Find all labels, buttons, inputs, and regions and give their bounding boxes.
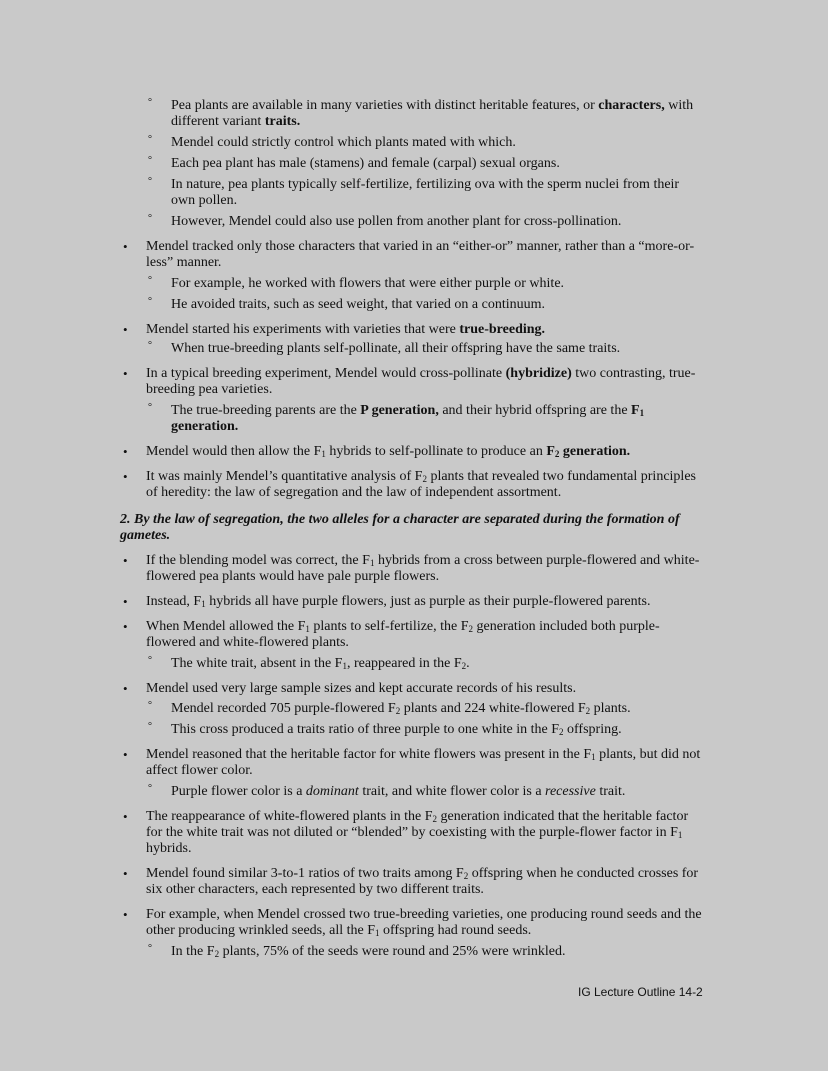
list-item: • It was mainly Mendel’s quantitative analysis of $F_2$ plants that revealed two fundamental principles of heredity: the law of segregation and the law of independent assortment. [123, 469, 696, 500]
list-item: • In a typical breeding experiment, Mendel would cross-pollinate (hybridize) two contrasting, true-breeding pea varieties. [123, 366, 696, 397]
list-item: ° Mendel could strictly control which plants mated with which. [148, 134, 516, 150]
sub-bullet-icon: ° [148, 155, 152, 166]
sub-bullet-icon: ° [148, 213, 152, 224]
sub-bullet-icon: ° [148, 721, 152, 732]
sub-bullet-icon: ° [148, 134, 152, 145]
list-item: ° Each pea plant has male (stamens) and female (carpal) sexual organs. [148, 155, 560, 171]
list-item: • For example, when Mendel crossed two true-breeding varieties, one producing round seeds and the other producing wrinkled seeds, all the $F_1$ offspring had round seeds. [123, 907, 702, 938]
page-footer: IG Lecture Outline 14-2 [578, 985, 703, 999]
list-item: • The reappearance of white-flowered plants in the $F_2$ generation indicated that the heritable factor for the white trait was not diluted or “blended” by coexisting with the purple-flower factor in $F_1$ hybrids. [123, 809, 689, 856]
bullet-icon: • [123, 681, 128, 696]
list-item: ° Purple flower color is a dominant trait, and white flower color is a recessive trait. [148, 783, 626, 799]
list-item: ° When true-breeding plants self-pollinate, all their offspring have the same traits. [148, 340, 621, 356]
list-item: ° He avoided traits, such as seed weight, that varied on a continuum. [148, 296, 546, 312]
bullet-icon: • [123, 366, 128, 381]
list-item: • Mendel found similar 3-to-1 ratios of two traits among $F_2$ offspring when he conducted crosses for six other characters, each represented by two different traits. [123, 866, 699, 897]
bullet-icon: • [123, 553, 128, 568]
sub-bullet-icon: ° [148, 296, 152, 307]
sub-bullet-icon: ° [148, 402, 152, 413]
bullet-icon: • [123, 747, 128, 762]
list-item: ° In the $F_2$ plants, 75% of the seeds were round and 25% were wrinkled. [148, 943, 566, 959]
outline-content [0, 96, 828, 960]
list-item: ° Mendel recorded 705 purple-flowered $F_2$ plants and 224 white-flowered $F_2$ plants. [148, 700, 631, 716]
list-item: • When Mendel allowed the $F_1$ plants to self-fertilize, the $F_2$ generation included both purple-flowered and white-flowered plants. [123, 619, 660, 650]
sub-bullet-icon: ° [148, 275, 152, 286]
list-item: ° This cross produced a traits ratio of three purple to one white in the $F_2$ offspring. [148, 721, 622, 737]
sub-bullet-icon: ° [148, 700, 152, 711]
list-item: • Mendel used very large sample sizes and kept accurate records of his results. [123, 681, 577, 696]
list-item: ° In nature, pea plants typically self-fertilize, fertilizing ova with the sperm nuclei from their own pollen. [148, 176, 680, 208]
bullet-icon: • [123, 594, 128, 609]
list-item: • Mendel tracked only those characters that varied in an “either-or” manner, rather than a “more-or-less” manner. [123, 239, 695, 270]
bullet-icon: • [123, 322, 128, 337]
list-item: • Mendel started his experiments with varieties that were true-breeding. [123, 322, 546, 337]
sub-bullet-icon: ° [148, 943, 152, 954]
sub-bullet-icon: ° [148, 783, 152, 794]
bullet-icon: • [123, 239, 128, 254]
bullet-icon: • [123, 809, 128, 824]
list-item: ° Pea plants are available in many varieties with distinct heritable features, or characters, with different variant traits. [148, 97, 694, 129]
sub-bullet-icon: ° [148, 97, 152, 108]
list-item: ° For example, he worked with flowers that were either purple or white. [148, 275, 565, 291]
sub-bullet-icon: ° [148, 340, 152, 351]
list-item: ° The true-breeding parents are the P generation, and their hybrid offspring are the $F_1$ generation. [148, 402, 645, 434]
bullet-icon: • [123, 469, 128, 484]
list-item: • Mendel would then allow the $F_1$ hybrids to self-pollinate to produce an $F_2$ generation. [123, 444, 631, 459]
list-item: ° The white trait, absent in the $F_1$, reappeared in the $F_2$. [148, 655, 470, 671]
bullet-icon: • [123, 444, 128, 459]
list-item: ° However, Mendel could also use pollen from another plant for cross-pollination. [148, 213, 622, 229]
bullet-icon: • [123, 619, 128, 634]
list-item: • If the blending model was correct, the $F_1$ hybrids from a cross between purple-flowered and white-flowered pea plants would have pale purple flowers. [123, 553, 700, 584]
sub-bullet-icon: ° [148, 655, 152, 666]
bullet-icon: • [123, 907, 128, 922]
sub-bullet-icon: ° [148, 176, 152, 187]
list-item: • Mendel reasoned that the heritable factor for white flowers was present in the $F_1$ plants, but did not affect flower color. [123, 747, 701, 778]
section-heading: 2. By the law of segregation, the two alleles for a character are separated during the formation of gametes. [120, 512, 680, 543]
bullet-icon: • [123, 866, 128, 881]
list-item: • Instead, $F_1$ hybrids all have purple flowers, just as purple as their purple-flowered parents. [123, 594, 651, 609]
